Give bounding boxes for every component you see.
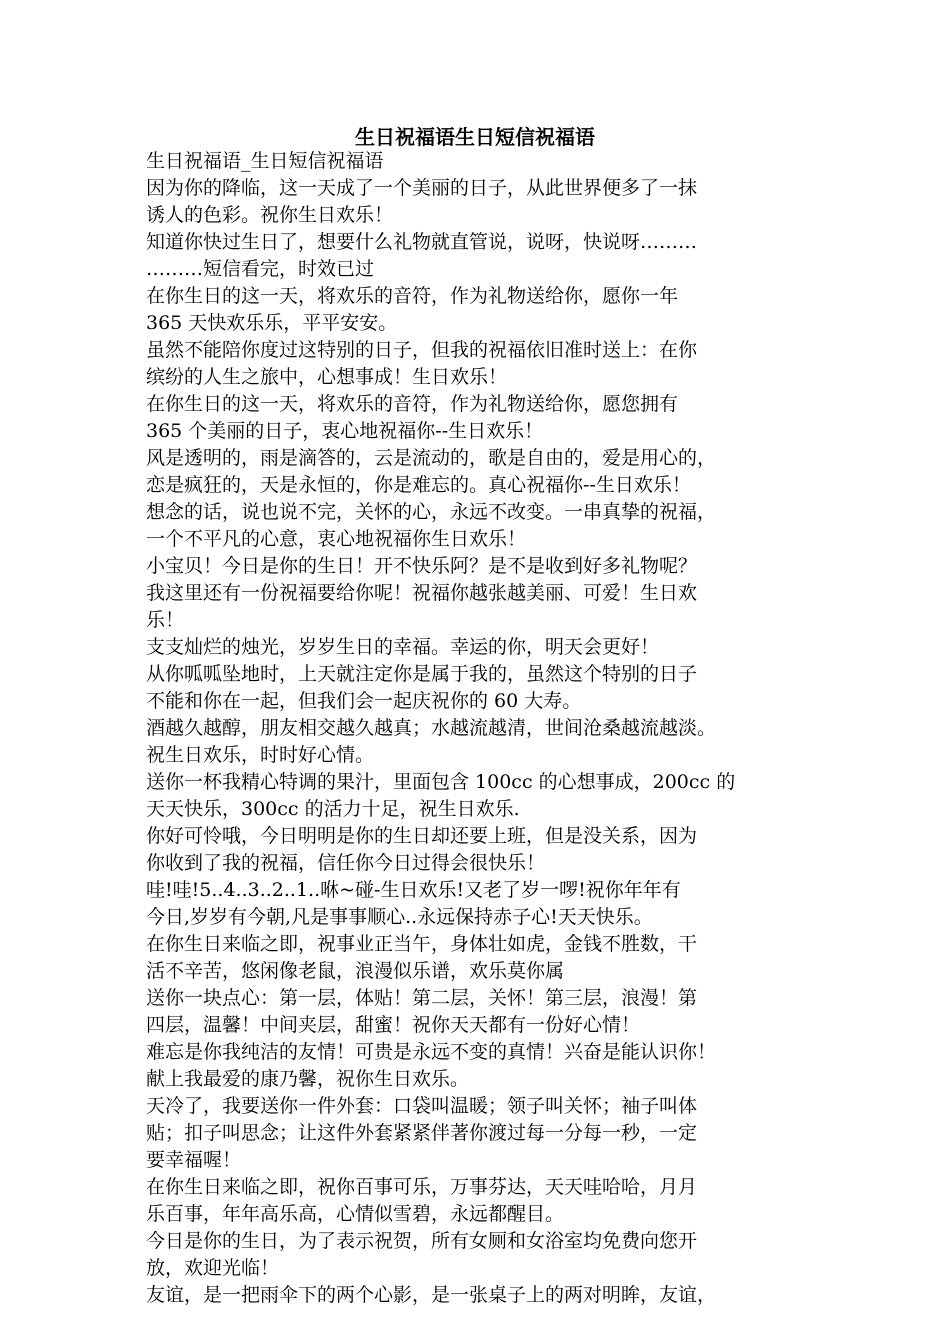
- text-line: 365 个美丽的日子，衷心地祝福你--生日欢乐！: [146, 420, 544, 442]
- text-line: 送你一块点心：第一层，体贴！第二层，关怀！第三层，浪漫！第: [146, 987, 698, 1009]
- text-line: 生日祝福语_生日短信祝福语: [146, 150, 384, 172]
- text-line: 在你生日来临之即，祝你百事可乐，万事芬达，天天哇哈哈，月月: [146, 1176, 698, 1198]
- text-line: 放，欢迎光临！: [146, 1257, 280, 1279]
- text-line: 想念的话，说也说不完，关怀的心，永远不改变。一串真挚的祝福，: [146, 501, 717, 523]
- text-line: 四层，温馨！中间夹层，甜蜜！祝你天天都有一份好心情！: [146, 1014, 641, 1036]
- text-line: 献上我最爱的康乃馨，祝你生日欢乐。: [146, 1068, 470, 1090]
- text-line: 你收到了我的祝福，信任你今日过得会很快乐！: [146, 852, 546, 874]
- document-title: 生日祝福语生日短信祝福语: [355, 125, 595, 149]
- text-line: 乐！: [146, 609, 185, 631]
- text-line: 哇!哇!5..4..3..2..1..咻~碰-生日欢乐!又老了岁一啰!祝你年年有: [146, 879, 681, 901]
- text-line: 难忘是你我纯洁的友情！可贵是永远不变的真情！兴奋是能认识你！: [146, 1041, 717, 1063]
- text-line: 酒越久越醇，朋友相交越久越真；水越流越清，世间沧桑越流越淡。: [146, 717, 717, 739]
- document-body: [146, 148, 810, 1309]
- text-line: 要幸福喔！: [146, 1149, 242, 1171]
- text-line: 乐百事，年年高乐高，心情似雪碧，永远都醒目。: [146, 1203, 565, 1225]
- text-line: 恋是疯狂的，天是永恒的，你是难忘的。真心祝福你--生日欢乐！: [146, 474, 691, 496]
- text-line: 在你生日来临之即，祝事业正当午，身体壮如虎，金钱不胜数，干: [146, 933, 698, 955]
- text-line: 诱人的色彩。祝你生日欢乐！: [146, 204, 394, 226]
- text-line: 从你呱呱坠地时，上天就注定你是属于我的，虽然这个特别的日子: [146, 663, 698, 685]
- text-line: 风是透明的，雨是滴答的，云是流动的，歌是自由的，爱是用心的，: [146, 447, 717, 469]
- text-line: 今日,岁岁有今朝,凡是事事顺心..永远保持赤子心!天天快乐。: [146, 906, 653, 928]
- text-line: 送你一杯我精心特调的果汁，里面包含 100cc 的心想事成，200cc 的: [146, 771, 736, 793]
- text-line: 贴；扣子叫思念；让这件外套紧紧伴著你渡过每一分每一秒，一定: [146, 1122, 698, 1144]
- text-line: 小宝贝！今日是你的生日！开不快乐阿？是不是收到好多礼物呢？: [146, 555, 698, 577]
- text-line: 我这里还有一份祝福要给你呢！祝福你越张越美丽、可爱！生日欢: [146, 582, 698, 604]
- text-line: 365 天快欢乐乐，平平安安。: [146, 312, 398, 334]
- text-line: 天天快乐，300cc 的活力十足，祝生日欢乐.: [146, 798, 520, 820]
- text-line: 不能和你在一起，但我们会一起庆祝你的 60 大寿。: [146, 690, 582, 712]
- text-line: 祝生日欢乐，时时好心情。: [146, 744, 375, 766]
- text-line: ………短信看完，时效已过: [146, 258, 375, 280]
- text-line: 在你生日的这一天，将欢乐的音符，作为礼物送给你，愿您拥有: [146, 393, 679, 415]
- text-line: 缤纷的人生之旅中，心想事成！生日欢乐！: [146, 366, 508, 388]
- text-line: 天冷了，我要送你一件外套：口袋叫温暖；领子叫关怀；袖子叫体: [146, 1095, 698, 1117]
- text-line: 虽然不能陪你度过这特别的日子，但我的祝福依旧准时送上：在你: [146, 339, 698, 361]
- text-line: 知道你快过生日了，想要什么礼物就直管说，说呀，快说呀………: [146, 231, 698, 253]
- text-line: 友谊，是一把雨伞下的两个心影，是一张桌子上的两对明眸，友谊，: [146, 1284, 717, 1306]
- text-line: 你好可怜哦，今日明明是你的生日却还要上班，但是没关系，因为: [146, 825, 698, 847]
- text-line: 一个不平凡的心意，衷心地祝福你生日欢乐！: [146, 528, 527, 550]
- text-line: 今日是你的生日，为了表示祝贺，所有女厕和女浴室均免费向您开: [146, 1230, 698, 1252]
- text-line: 活不辛苦，悠闲像老鼠，浪漫似乐谱，欢乐莫你属: [146, 960, 565, 982]
- text-line: 支支灿烂的烛光，岁岁生日的幸福。幸运的你，明天会更好！: [146, 636, 660, 658]
- text-line: 因为你的降临，这一天成了一个美丽的日子，从此世界便多了一抹: [146, 177, 698, 199]
- text-line: 在你生日的这一天，将欢乐的音符，作为礼物送给你，愿你一年: [146, 285, 679, 307]
